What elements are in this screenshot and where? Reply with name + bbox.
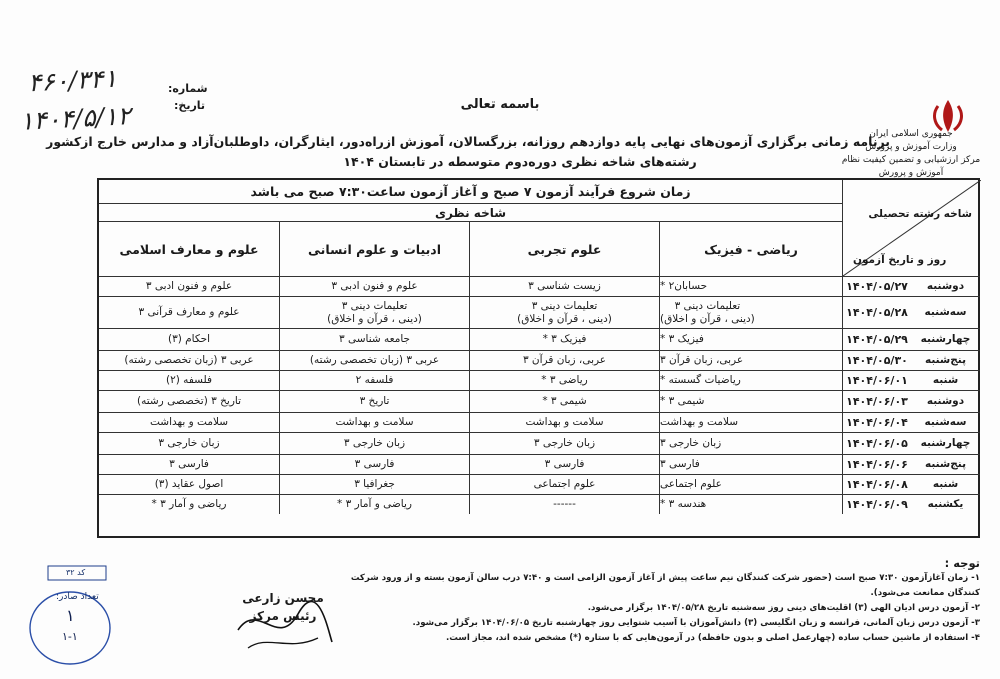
subject-cell: عربی ۳ (زبان تخصصی رشته) xyxy=(124,354,254,366)
table-row xyxy=(99,454,980,474)
corner-bottom-label: روز و تاریخ آزمون xyxy=(853,254,947,266)
stamp-copies-label: تعداد صادر: xyxy=(56,592,99,602)
subject-cell: عربی ۳ (زبان تخصصی رشته) xyxy=(279,351,469,370)
subject-cell: ریاضی و آمار ۳ * xyxy=(279,495,469,514)
column-header: علوم تجربی xyxy=(469,222,659,276)
table-row xyxy=(99,370,980,390)
subject-cell: سلامت و بهداشت xyxy=(279,413,469,432)
subject-cell: تعلیمات دینی ۳ (دینی ، قرآن و اخلاق) xyxy=(469,297,659,328)
ministry-line: آموزش و پرورش xyxy=(878,168,944,178)
exam-date: ۱۴۰۴/۰۶/۰۵ xyxy=(842,433,911,454)
subject-cell: سلامت و بهداشت xyxy=(469,413,659,432)
exam-day: سه‌شنبه xyxy=(924,306,967,318)
subject-cell: ریاضیات گسسته * xyxy=(659,371,842,390)
exam-day: یکشنبه xyxy=(927,498,964,510)
note-item: ۱- زمان آغازآزمون ۷:۳۰ صبح است (حضور شرکت کنندگان نیم ساعت پیش از آغاز آزمون الزامی است و ۷:۴۰ درب سالن آزمون بسته و از ورود شرکت کنندگان ممانعت می‌شود). xyxy=(350,573,980,598)
table-row xyxy=(99,494,980,514)
subject-cell: ریاضی و آمار ۳ * xyxy=(151,498,227,510)
table-row xyxy=(99,432,980,454)
bism-heading: باسمه تعالی xyxy=(460,97,540,112)
subject-cell: فارسی ۳ xyxy=(169,458,209,470)
subject-cell: تاریخ ۳ xyxy=(279,391,469,412)
subject-cell: فارسی ۳ xyxy=(659,455,842,474)
subject-cell: فارسی ۳ xyxy=(469,455,659,474)
table-row xyxy=(99,328,980,350)
stamp-sub: ۱-۱ xyxy=(62,630,78,643)
exam-date: ۱۴۰۴/۰۶/۰۴ xyxy=(842,413,911,432)
column-header: ریاضی - فیزیک xyxy=(659,222,842,276)
exam-day: چهارشنبه xyxy=(920,437,971,449)
signer-name: محسن زارعی xyxy=(242,591,324,605)
page-subtitle: رشته‌های شاخه نظری دوره‌دوم متوسطه در تابستان ۱۴۰۴ xyxy=(343,154,697,169)
column-header: ادبیات و علوم انسانی xyxy=(279,222,469,276)
subject-cell: تعلیمات دینی ۳ (دینی ، قرآن و اخلاق) xyxy=(279,297,469,328)
handwritten-date: ۱۴۰۴/۵/۱۲ xyxy=(19,101,132,136)
exam-day: پنج‌شنبه xyxy=(924,458,967,470)
column-header: علوم و معارف اسلامی xyxy=(119,241,259,257)
exam-date: ۱۴۰۴/۰۶/۰۳ xyxy=(842,391,911,412)
subject-cell: زبان خارجی ۳ xyxy=(279,433,469,454)
subject-cell: علوم و فنون ادبی ۳ xyxy=(145,280,233,292)
subject-cell: اصول عقاید (۳) xyxy=(154,478,224,490)
subject-cell: فلسفه (۲) xyxy=(166,374,212,386)
exam-day: شنبه xyxy=(932,478,959,490)
note-item: ۳- آزمون درس زبان آلمانی، فرانسه و زبان انگلیسی (۳) دانش‌آموزان با آسیب شنوایی روز چهارشنبه تاریخ ۱۴۰۴/۰۶/۰۵ برگزار می‌شود. xyxy=(412,618,980,628)
subject-cell: علوم و فنون ادبی ۳ xyxy=(279,277,469,296)
subject-cell: تعلیمات دینی ۳ (دینی ، قرآن و اخلاق) xyxy=(659,297,842,328)
subject-cell: شیمی ۳ * xyxy=(659,391,842,412)
office-stamp xyxy=(26,560,114,668)
subject-cell: فیزیک ۳ * xyxy=(469,329,659,350)
exam-day: دوشنبه xyxy=(926,280,965,292)
exam-date: ۱۴۰۴/۰۶/۰۶ xyxy=(842,455,911,474)
exam-day: پنج‌شنبه xyxy=(924,354,967,366)
subject-cell: عربی، زبان قرآن ۳ xyxy=(659,351,842,370)
number-label: شماره: xyxy=(168,82,208,95)
exam-date: ۱۴۰۴/۰۶/۰۹ xyxy=(842,495,911,514)
subject-cell: فلسفه ۲ xyxy=(279,371,469,390)
table-row xyxy=(99,474,980,494)
exam-date: ۱۴۰۴/۰۵/۲۷ xyxy=(842,277,911,296)
subject-cell: علوم اجتماعی xyxy=(469,475,659,494)
subject-cell: جامعه شناسی ۳ xyxy=(279,329,469,350)
exam-day: سه‌شنبه xyxy=(924,416,967,428)
table-row xyxy=(99,296,980,328)
subject-cell: فارسی ۳ xyxy=(279,455,469,474)
subject-cell: عربی، زبان قرآن ۳ xyxy=(469,351,659,370)
subject-cell: جغرافیا ۳ xyxy=(279,475,469,494)
exam-date: ۱۴۰۴/۰۵/۲۹ xyxy=(842,329,911,350)
notes-block xyxy=(340,556,980,646)
branch-header: شاخه نظری xyxy=(99,204,842,222)
table-banner: زمان شروع فرآیند آزمون ۷ صبح و آغاز آزمون ساعت۷:۳۰ صبح می باشد xyxy=(99,180,842,204)
exam-date: ۱۴۰۴/۰۵/۳۰ xyxy=(842,351,911,370)
exam-schedule-table xyxy=(97,178,980,538)
corner-top-label: شاخه رشته تحصیلی xyxy=(868,208,972,220)
subject-cell: سلامت و بهداشت xyxy=(149,416,229,428)
subject-cell: فیزیک ۳ * xyxy=(659,329,842,350)
exam-date: ۱۴۰۴/۰۵/۲۸ xyxy=(842,297,911,328)
handwritten-number: ۴۶۰/۳۴۱ xyxy=(27,63,118,98)
subject-cell: ------ xyxy=(469,495,659,514)
subject-cell: احکام (۳) xyxy=(167,333,211,345)
corner-header xyxy=(842,180,980,276)
table-row xyxy=(99,390,980,412)
exam-day: دوشنبه xyxy=(926,395,965,407)
ministry-line: مرکز ارزشیابی و تضمین کیفیت نظام xyxy=(841,155,981,165)
subject-cell: زبان خارجی ۳ xyxy=(469,433,659,454)
exam-day: شنبه xyxy=(932,374,959,386)
subject-cell: سلامت و بهداشت xyxy=(659,413,842,432)
subject-cell: زبان خارجی ۳ xyxy=(659,433,842,454)
notes-title: توجه : xyxy=(944,556,980,570)
subject-cell: زیست شناسی ۳ xyxy=(469,277,659,296)
page-title: برنامه زمانی برگزاری آزمون‌های نهایی پایه دوازدهم روزانه، بزرگسالان، آموزش ازراه‌دور، ایثارگران، داوطلبان‌آزاد و مدارس خارج ازکشور xyxy=(46,134,890,149)
subject-cell: علوم و معارف قرآنی ۳ xyxy=(138,306,240,318)
stamp-code: کد ۳۲ xyxy=(66,568,86,577)
table-row xyxy=(99,350,980,370)
exam-day: چهارشنبه xyxy=(920,333,971,345)
subject-cell: علوم اجتماعی xyxy=(659,475,842,494)
stamp-copies: ۱ xyxy=(66,606,75,625)
subject-cell: حسابان۲ * xyxy=(659,277,842,296)
date-label: تاریخ: xyxy=(174,99,206,112)
note-item: ۴- استفاده از ماشین حساب ساده (چهارعمل اصلی و بدون حافظه) در آزمون‌هایی که با ستاره (*) مشخص شده اند، مجاز است. xyxy=(446,633,980,643)
subject-cell: هندسه ۳ * xyxy=(659,495,842,514)
subject-cell: ریاضی ۳ * xyxy=(469,371,659,390)
subject-cell: تاریخ ۳ (تخصصی رشته) xyxy=(136,395,242,407)
note-item: ۲- آزمون درس ادیان الهی (۳) اقلیت‌های دینی روز سه‌شنبه تاریخ ۱۴۰۴/۰۵/۲۸ برگزار می‌شود. xyxy=(587,603,980,613)
subject-cell: شیمی ۳ * xyxy=(469,391,659,412)
signer-role: رئیس مرکز xyxy=(249,609,317,623)
ministry-line: جمهوری اسلامی ایران xyxy=(869,129,953,139)
table-row xyxy=(99,276,980,296)
exam-date: ۱۴۰۴/۰۶/۰۸ xyxy=(842,475,911,494)
signature-block xyxy=(238,589,328,625)
table-row xyxy=(99,412,980,432)
exam-date: ۱۴۰۴/۰۶/۰۱ xyxy=(842,371,911,390)
subject-cell: زبان خارجی ۳ xyxy=(158,437,220,449)
ministry-line: وزارت آموزش و پرورش xyxy=(865,142,957,152)
